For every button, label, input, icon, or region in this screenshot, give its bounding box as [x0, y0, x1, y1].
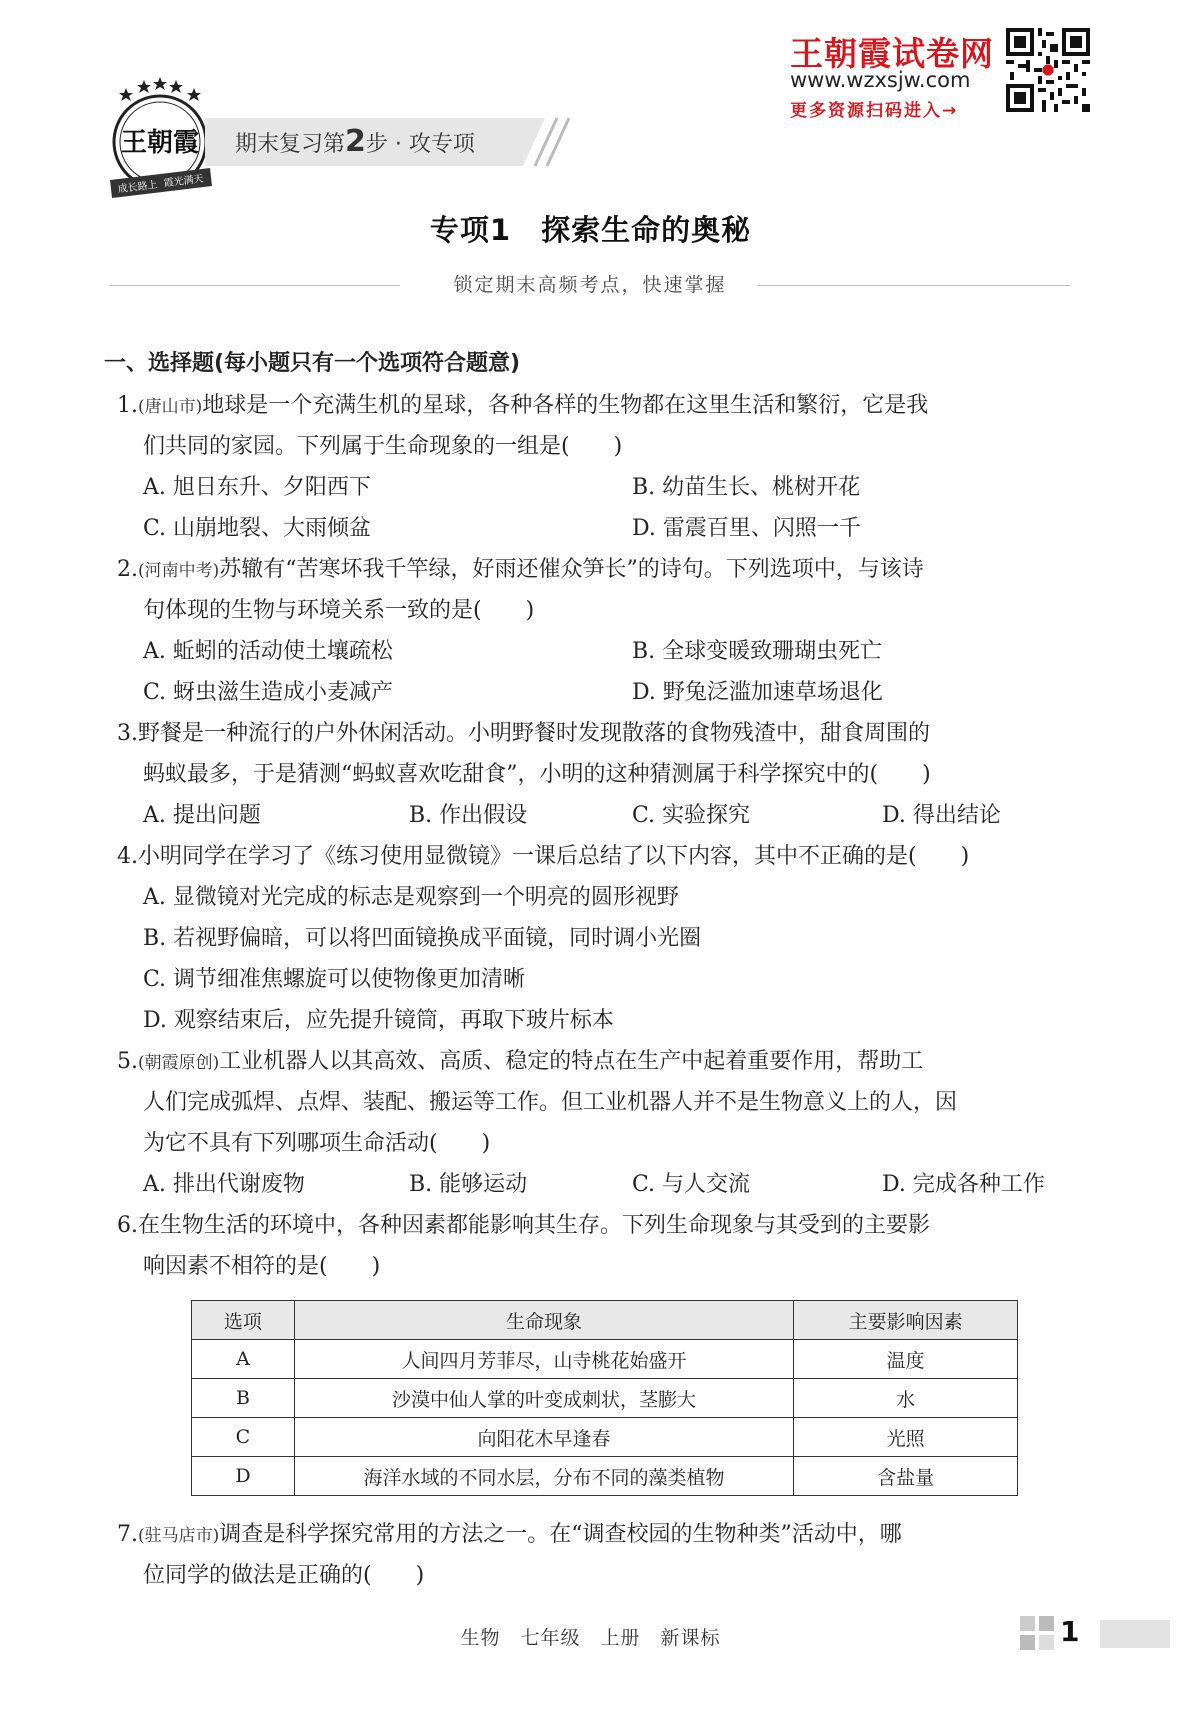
table-header-cell: 选项 [192, 1301, 295, 1340]
question-2 [117, 555, 924, 586]
q1-option-d[interactable]: D. 雷震百里、闪照一千 [632, 516, 861, 541]
table-cell: 向阳花木早逢春 [294, 1418, 793, 1457]
q2-line1: 苏辙有“苦寒坏我千竿绿，好雨还催众笋长”的诗句。下列选项中，与该诗 [219, 557, 924, 582]
table-cell: 含盐量 [794, 1457, 1018, 1496]
table-cell: 水 [794, 1379, 1018, 1418]
qr-code-icon[interactable] [1006, 28, 1090, 112]
table-cell: 温度 [794, 1340, 1018, 1379]
subtitle: 锁定期末高频考点，快速掌握 [453, 274, 727, 296]
table-header-cell: 生命现象 [294, 1301, 793, 1340]
q7-number: 7. [117, 1522, 138, 1547]
q1-option-b[interactable]: B. 幼苗生长、桃树开花 [632, 475, 861, 500]
q5-line3: 为它不具有下列哪项生命活动( ) [143, 1131, 491, 1156]
table-row [192, 1340, 1018, 1379]
table-row [192, 1457, 1018, 1496]
q6-line2: 响因素不相符的是( ) [143, 1254, 381, 1279]
q2-option-b[interactable]: B. 全球变暖致珊瑚虫死亡 [632, 639, 883, 664]
q4-option-d[interactable]: D. 观察结束后，应先提升镜筒，再取下玻片标本 [143, 1008, 614, 1033]
q5-option-a[interactable]: A. 排出代谢废物 [143, 1172, 305, 1197]
q5-source: (朝霞原创) [138, 1053, 220, 1073]
q2-line2: 句体现的生物与环境关系一致的是( ) [143, 598, 535, 623]
q1-source: (唐山市) [138, 397, 203, 417]
question-7 [117, 1520, 902, 1551]
q5-option-d[interactable]: D. 完成各种工作 [882, 1172, 1045, 1197]
q7-source: (驻马店市) [138, 1526, 220, 1546]
q3-option-b[interactable]: B. 作出假设 [409, 803, 528, 828]
q3-number: 3. [117, 721, 138, 746]
section-banner [205, 116, 570, 168]
q3-option-d[interactable]: D. 得出结论 [882, 803, 1001, 828]
banner-text [235, 124, 475, 159]
section-heading: 一、选择题(每小题只有一个选项符合题意) [104, 351, 521, 376]
q2-option-a[interactable]: A. 蚯蚓的活动使土壤疏松 [143, 639, 393, 664]
page-title: 专项1 探索生命的奥秘 [429, 213, 752, 247]
q4-option-a[interactable]: A. 显微镜对光完成的标志是观察到一个明亮的圆形视野 [143, 885, 679, 910]
brand-url[interactable]: www.wzxsjw.com [790, 68, 971, 92]
q3-line2: 蚂蚁最多，于是猜测“蚂蚁喜欢吃甜食”，小明的这种猜测属于科学探究中的( ) [143, 762, 931, 787]
table-row [192, 1418, 1018, 1457]
q2-option-c[interactable]: C. 蚜虫滋生造成小麦减产 [143, 680, 394, 705]
question-5 [117, 1047, 923, 1078]
q1-option-c[interactable]: C. 山崩地裂、大雨倾盆 [143, 516, 372, 541]
footer-text: 生物 七年级 上册 新课标 [460, 1627, 721, 1649]
q2-source: (河南中考) [138, 561, 220, 581]
q5-option-b[interactable]: B. 能够运动 [409, 1172, 528, 1197]
q4-number: 4. [117, 844, 138, 869]
brand-name: 王朝霞试卷网 [790, 34, 994, 73]
q1-number: 1. [117, 393, 138, 418]
table-header-cell: 主要影响因素 [794, 1301, 1018, 1340]
q3-option-c[interactable]: C. 实验探究 [632, 803, 751, 828]
q3-line1: 野餐是一种流行的户外休闲活动。小明野餐时发现散落的食物残渣中，甜食周围的 [138, 721, 931, 746]
q1-line2: 们共同的家园。下列属于生命现象的一组是( ) [143, 434, 623, 459]
q4-option-c[interactable]: C. 调节细准焦螺旋可以使物像更加清晰 [143, 967, 526, 992]
page-number: 1 [1060, 1615, 1080, 1648]
subtitle-divider-right [758, 285, 1070, 286]
table-header-row [192, 1301, 1018, 1340]
q5-line2: 人们完成弧焊、点焊、装配、搬运等工作。但工业机器人并不是生物意义上的人，因 [143, 1090, 958, 1115]
table-row [192, 1379, 1018, 1418]
q1-line1: 地球是一个充满生机的星球，各种各样的生物都在这里生活和繁衍，它是我 [202, 393, 929, 418]
banner-suffix: 步 · 攻专项 [365, 132, 475, 157]
q6-table [191, 1300, 1018, 1496]
table-cell: D [192, 1457, 295, 1496]
q5-number: 5. [117, 1049, 138, 1074]
banner-number: 2 [345, 124, 366, 159]
q6-line1: 在生物生活的环境中，各种因素都能影响其生存。下列生命现象与其受到的主要影 [138, 1213, 931, 1238]
table-cell: C [192, 1418, 295, 1457]
q3-option-a[interactable]: A. 提出问题 [143, 803, 261, 828]
footer-decoration [1020, 1616, 1054, 1650]
table-cell: 人间四月芳菲尽，山寺桃花始盛开 [294, 1340, 793, 1379]
logo-text: 王朝霞 [120, 128, 200, 158]
banner-prefix: 期末复习第 [235, 132, 346, 157]
footer-bar [1100, 1620, 1170, 1648]
q4-option-b[interactable]: B. 若视野偏暗，可以将凹面镜换成平面镜，同时调小光圈 [143, 926, 702, 951]
subtitle-row [110, 270, 1070, 300]
q2-option-d[interactable]: D. 野兔泛滥加速草场退化 [632, 680, 883, 705]
logo-ribbon-left: 成长路上 [117, 179, 159, 196]
q4-line1: 小明同学在学习了《练习使用显微镜》一课后总结了以下内容，其中不正确的是( ) [138, 844, 970, 869]
logo-ribbon-right: 霞光满天 [163, 173, 205, 190]
q7-line1: 调查是科学探究常用的方法之一。在“调查校园的生物种类”活动中，哪 [219, 1522, 902, 1547]
q2-number: 2. [117, 557, 138, 582]
q6-number: 6. [117, 1213, 138, 1238]
question-1 [117, 391, 928, 422]
table-cell: 光照 [794, 1418, 1018, 1457]
table-cell: 海洋水域的不同水层，分布不同的藻类植物 [294, 1457, 793, 1496]
logo-badge [104, 76, 216, 206]
question-4 [117, 842, 969, 872]
question-3 [117, 719, 930, 749]
q7-line2: 位同学的做法是正确的( ) [143, 1563, 425, 1588]
table-cell: B [192, 1379, 295, 1418]
brand-scan-hint: 更多资源扫码进入→ [790, 101, 959, 121]
brand-block [790, 28, 1090, 121]
q5-option-c[interactable]: C. 与人交流 [632, 1172, 751, 1197]
table-cell: A [192, 1340, 295, 1379]
table-cell: 沙漠中仙人掌的叶变成刺状，茎膨大 [294, 1379, 793, 1418]
q1-option-a[interactable]: A. 旭日东升、夕阳西下 [143, 475, 371, 500]
q5-line1: 工业机器人以其高效、高质、稳定的特点在生产中起着重要作用，帮助工 [219, 1049, 924, 1074]
question-6 [117, 1211, 930, 1241]
